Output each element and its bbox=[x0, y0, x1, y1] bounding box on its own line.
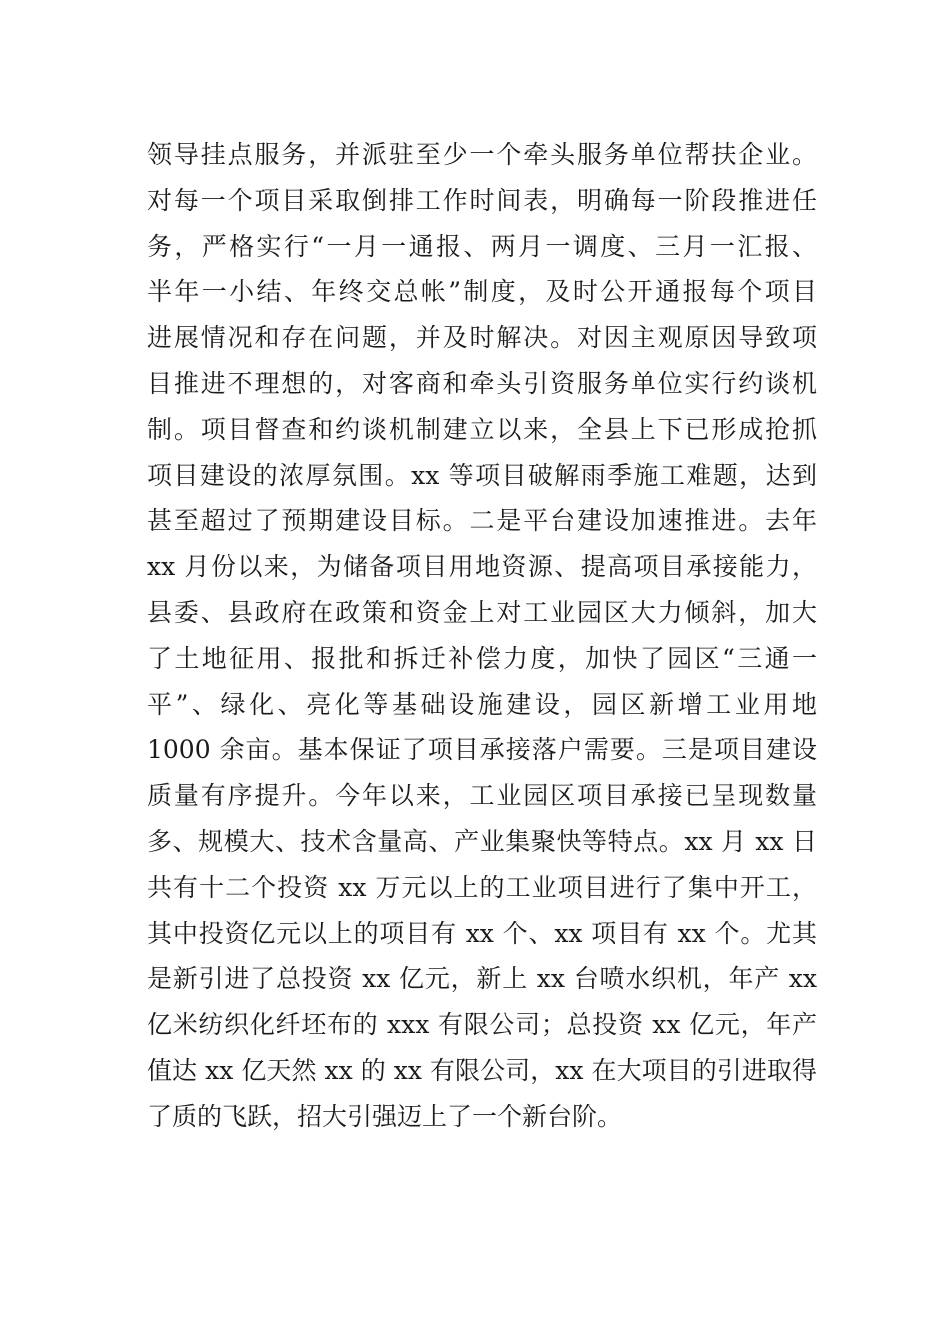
text-line: 共有十二个投资 xx 万元以上的工业项目进行了集中开工， bbox=[147, 872, 817, 902]
text-line: 制。项目督查和约谈机制建立以来，全县上下已形成抢抓 bbox=[147, 414, 817, 444]
text-line: 务，严格实行“一月一通报、两月一调度、三月一汇报、 bbox=[147, 231, 817, 261]
text-line: 是新引进了总投资 xx 亿元，新上 xx 台喷水织机，年产 xx bbox=[147, 964, 817, 994]
text-line: 项目建设的浓厚氛围。xx 等项目破解雨季施工难题，达到 bbox=[147, 460, 817, 490]
text-line: 亿米纺织化纤坯布的 xxx 有限公司；总投资 xx 亿元，年产 bbox=[147, 1010, 817, 1040]
text-line: 县委、县政府在政策和资金上对工业园区大力倾斜，加大 bbox=[147, 597, 817, 627]
text-line: 对每一个项目采取倒排工作时间表，明确每一阶段推进任 bbox=[147, 185, 817, 215]
text-line: 平”、绿化、亮化等基础设施建设，园区新增工业用地 bbox=[147, 689, 817, 719]
text-line: 半年一小结、年终交总帐”制度，及时公开通报每个项目 bbox=[147, 277, 817, 307]
text-line: xx 月份以来，为储备项目用地资源、提高项目承接能力， bbox=[147, 552, 817, 582]
text-line: 了土地征用、报批和拆迁补偿力度，加快了园区“三通一 bbox=[147, 643, 817, 673]
text-line: 值达 xx 亿天然 xx 的 xx 有限公司，xx 在大项目的引进取得 bbox=[147, 1055, 817, 1085]
text-line: 目推进不理想的，对客商和牵头引资服务单位实行约谈机 bbox=[147, 368, 817, 398]
text-line: 其中投资亿元以上的项目有 xx 个、xx 项目有 xx 个。尤其 bbox=[147, 918, 817, 948]
text-line: 进展情况和存在问题，并及时解决。对因主观原因导致项 bbox=[147, 323, 817, 353]
text-line-last: 了质的飞跃，招大引强迈上了一个新台阶。 bbox=[147, 1101, 623, 1131]
text-line: 甚至超过了预期建设目标。二是平台建设加速推进。去年 bbox=[147, 506, 817, 536]
text-line: 质量有序提升。今年以来，工业园区项目承接已呈现数量 bbox=[147, 781, 817, 811]
body-paragraph bbox=[147, 132, 817, 1140]
text-line: 1000 余亩。基本保证了项目承接落户需要。三是项目建设 bbox=[147, 735, 817, 765]
text-line: 多、规模大、技术含量高、产业集聚快等特点。xx 月 xx 日 bbox=[147, 826, 817, 856]
text-line: 领导挂点服务，并派驻至少一个牵头服务单位帮扶企业。 bbox=[147, 140, 817, 169]
